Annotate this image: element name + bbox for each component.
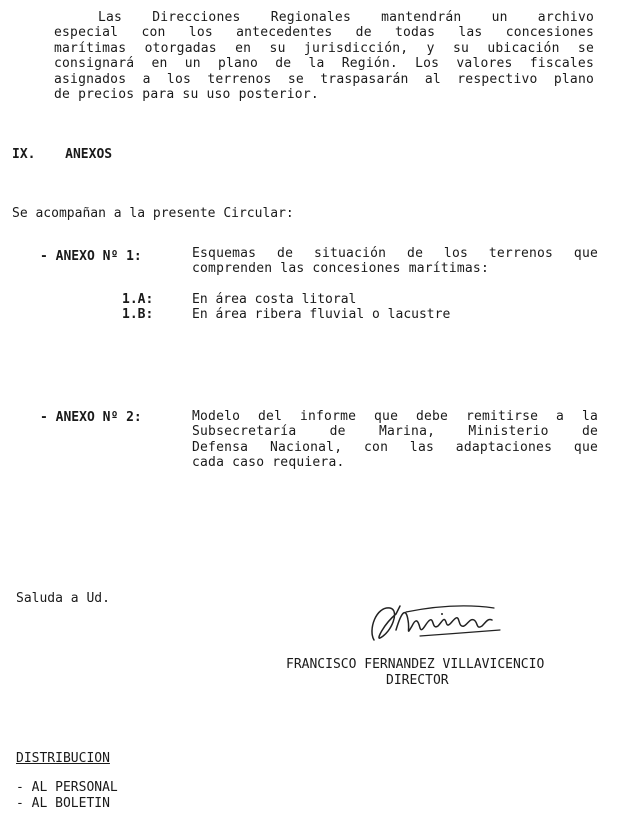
- signatory-title: DIRECTOR: [386, 673, 449, 688]
- paragraph-line: de precios para su uso posterior.: [54, 87, 319, 103]
- section-number: IX.: [12, 147, 36, 162]
- annex-item-text: En área ribera fluvial o lacustre: [192, 307, 451, 322]
- handwritten-signature: [366, 600, 506, 648]
- annex-2-description: [192, 409, 598, 471]
- annex-item-code: 1.B:: [122, 307, 154, 322]
- annex-1-description: [192, 246, 598, 277]
- paragraph-line: especial con los antecedentes de todas las concesiones: [54, 25, 594, 41]
- annex-line: Esquemas de situación de los terrenos que: [192, 246, 598, 261]
- annex-line: comprenden las concesiones marítimas:: [192, 261, 489, 277]
- paragraph-line: asignados a los terrenos se traspasarán al respectivo plano: [54, 71, 594, 87]
- distribution-item: - AL BOLETIN: [16, 796, 110, 811]
- annex-line: cada caso requiera.: [192, 455, 345, 471]
- annex-line: Defensa Nacional, con las adaptaciones que: [192, 439, 598, 455]
- annex-1-label: - ANEXO Nº 1:: [40, 249, 142, 264]
- distribution-item: - AL PERSONAL: [16, 780, 118, 795]
- distribution-heading: DISTRIBUCION: [16, 751, 110, 766]
- section-title: ANEXOS: [65, 147, 113, 162]
- annex-item-code: 1.A:: [122, 292, 154, 307]
- paragraph-line: consignará en un plano de la Región. Los valores fiscales: [54, 56, 594, 72]
- signatory-name: FRANCISCO FERNANDEZ VILLAVICENCIO: [286, 657, 545, 672]
- closing-text: Saluda a Ud.: [16, 591, 110, 606]
- lead-text: Se acompañan a la presente Circular:: [12, 206, 294, 221]
- intro-paragraph: [54, 10, 594, 102]
- section-heading: [12, 147, 112, 162]
- annex-line: Subsecretaría de Marina, Ministerio de: [192, 424, 598, 440]
- annex-2-label: - ANEXO Nº 2:: [40, 410, 142, 425]
- paragraph-line: marítimas otorgadas en su jurisdicción, y su ubicación se: [54, 40, 594, 56]
- paragraph-line: Las Direcciones Regionales mantendrán un archivo: [98, 10, 594, 25]
- annex-item-text: En área costa litoral: [192, 292, 357, 307]
- annex-line: Modelo del informe que debe remitirse a la: [192, 409, 598, 424]
